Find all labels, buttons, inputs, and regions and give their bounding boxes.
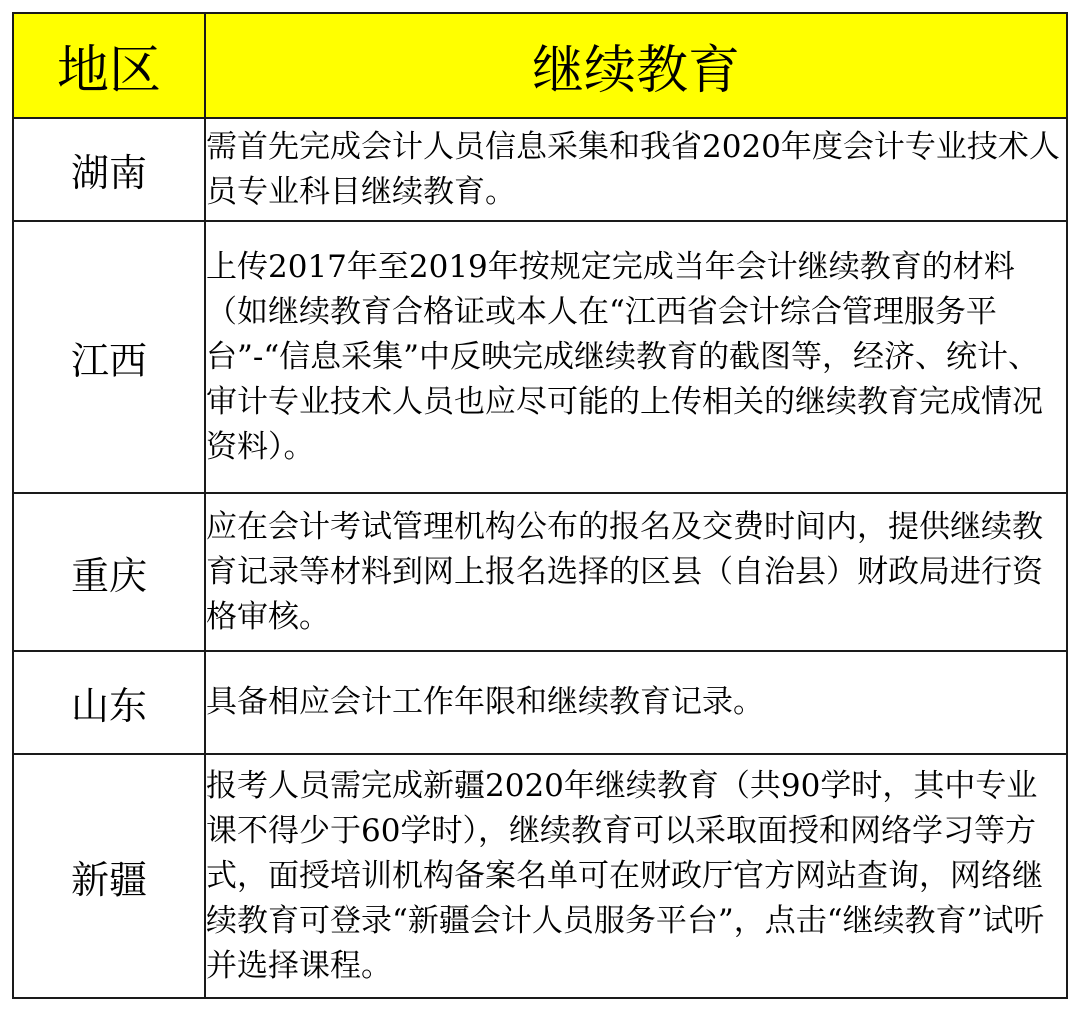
requirement-cell-shandong: 具备相应会计工作年限和继续教育记录。 bbox=[205, 651, 1067, 754]
requirement-cell-chongqing: 应在会计考试管理机构公布的报名及交费时间内，提供继续教育记录等材料到网上报名选择的区县（自治县）财政局进行资格审核。 bbox=[205, 493, 1067, 651]
requirement-cell-jiangxi: 上传2017年至2019年按规定完成当年会计继续教育的材料（如继续教育合格证或本人在“江西省会计综合管理服务平台”-“信息采集”中反映完成继续教育的截图等，经济、统计、审计专业技术人员也应尽可能的上传相关的继续教育完成情况资料）。 bbox=[205, 221, 1067, 493]
header-requirement: 继续教育 bbox=[205, 13, 1067, 118]
header-region: 地区 bbox=[13, 13, 205, 118]
table-row bbox=[13, 493, 1067, 651]
table-header-row bbox=[13, 13, 1067, 118]
table-row bbox=[13, 118, 1067, 221]
requirement-cell-xinjiang: 报考人员需完成新疆2020年继续教育（共90学时，其中专业课不得少于60学时），继续教育可以采取面授和网络学习等方式，面授培训机构备案名单可在财政厅官方网站查询，网络继续教育可登录“新疆会计人员服务平台”，点击“继续教育”试听并选择课程。 bbox=[205, 754, 1067, 998]
table-row bbox=[13, 221, 1067, 493]
region-cell-xinjiang: 新疆 bbox=[13, 754, 205, 998]
table-row bbox=[13, 651, 1067, 754]
continuing-education-table bbox=[12, 12, 1068, 999]
region-cell-shandong: 山东 bbox=[13, 651, 205, 754]
region-cell-jiangxi: 江西 bbox=[13, 221, 205, 493]
requirement-cell-hunan: 需首先完成会计人员信息采集和我省2020年度会计专业技术人员专业科目继续教育。 bbox=[205, 118, 1067, 221]
region-cell-chongqing: 重庆 bbox=[13, 493, 205, 651]
region-cell-hunan: 湖南 bbox=[13, 118, 205, 221]
table-row bbox=[13, 754, 1067, 998]
